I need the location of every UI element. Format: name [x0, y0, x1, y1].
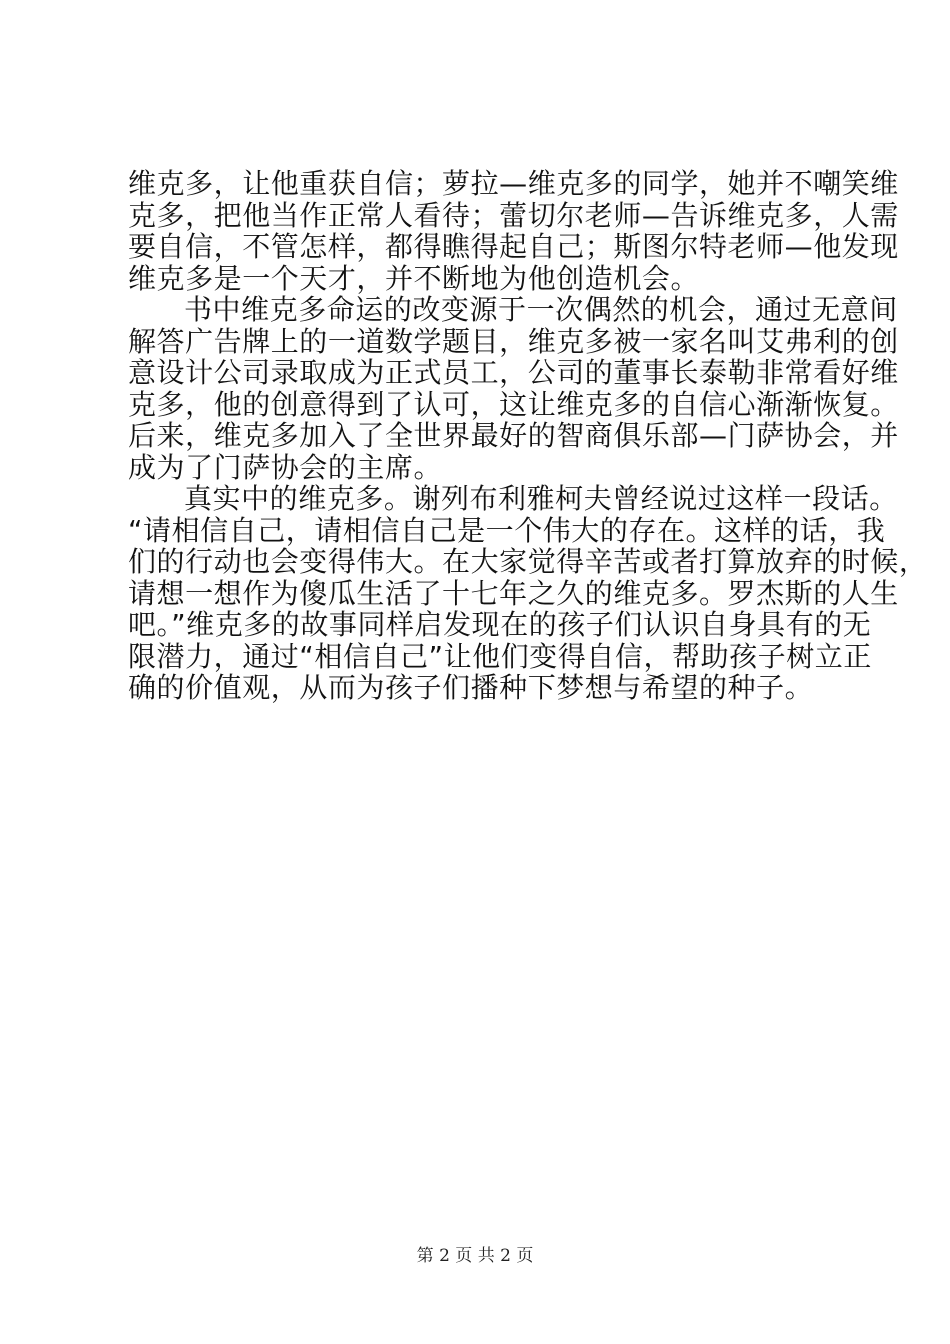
- paragraph-line: 请想一想作为傻瓜生活了十七年之久的维克多。罗杰斯的人生: [128, 576, 899, 610]
- paragraph-line: 书中维克多命运的改变源于一次偶然的机会，通过无意间: [184, 293, 898, 326]
- paragraph-line: 克多，他的创意得到了认可，这让维克多的自信心渐渐恢复。: [128, 387, 899, 421]
- paragraph-line: 限潜力，通过“相信自己”让他们变得自信，帮助孩子树立正: [128, 639, 872, 673]
- paragraph-line: 克多，把他当作正常人看待；蕾切尔老师—告诉维克多，人需: [128, 198, 899, 232]
- paragraph-2: [128, 293, 899, 484]
- paragraph-line: 要自信，不管怎样，都得瞧得起自己；斯图尔特老师—他发现: [128, 230, 899, 263]
- paragraph-3: [128, 482, 928, 704]
- paragraph-line: 确的价值观，从而为孩子们播种下梦想与希望的种子。: [128, 671, 814, 704]
- paragraph-line: 解答广告牌上的一道数学题目，维克多被一家名叫艾弗利的创: [128, 324, 899, 358]
- paragraph-line: 维克多，让他重获自信；萝拉—维克多的同学，她并不嘲笑维: [128, 167, 899, 200]
- paragraph-line: 吧。”维克多的故事同样启发现在的孩子们认识自身具有的无: [128, 608, 872, 641]
- paragraph-line: 们的行动也会变得伟大。在大家觉得辛苦或者打算放弃的时候，: [128, 545, 928, 578]
- document-body: [128, 167, 928, 704]
- paragraph-line: 后来，维克多加入了全世界最好的智商俱乐部—门萨协会，并: [128, 419, 899, 452]
- paragraph-line: 成为了门萨协会的主席。: [128, 450, 443, 484]
- page-number-footer: 第 2 页 共 2 页: [416, 1246, 534, 1266]
- paragraph-line: 真实中的维克多。谢列布利雅柯夫曾经说过这样一段话。: [184, 482, 898, 515]
- paragraph-1: [128, 167, 899, 295]
- paragraph-line: 维克多是一个天才，并不断地为他创造机会。: [128, 261, 700, 295]
- paragraph-line: “请相信自己，请相信自己是一个伟大的存在。这样的话，我: [128, 513, 886, 547]
- paragraph-line: 意设计公司录取成为正式员工，公司的董事长泰勒非常看好维: [128, 356, 899, 389]
